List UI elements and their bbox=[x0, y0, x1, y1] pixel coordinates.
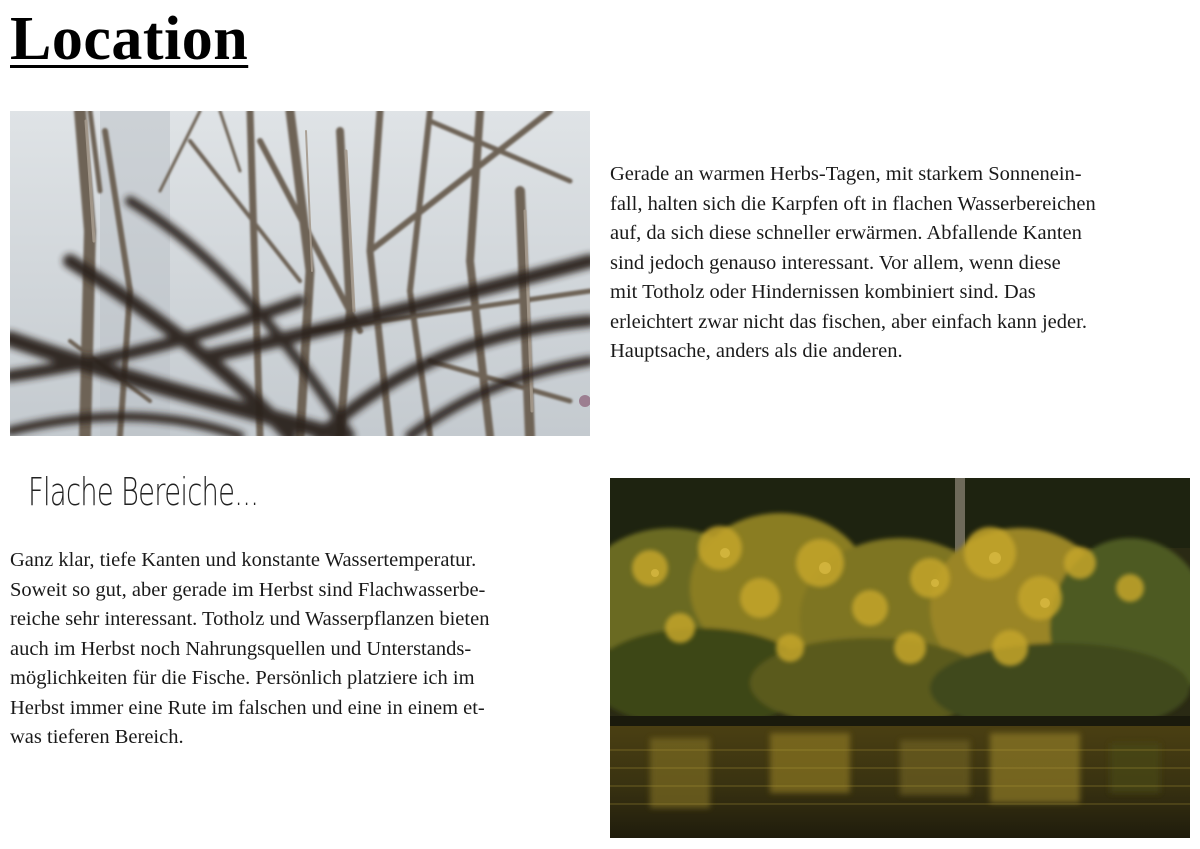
page-title: Location bbox=[10, 5, 249, 73]
autumn-shore-image bbox=[610, 478, 1190, 838]
section-heading: Flache Bereiche... bbox=[28, 470, 259, 514]
paragraph-shallow-areas: Ganz klar, tiefe Kanten und konstante Wassertemperatur. Soweit so gut, aber gerade im Herbst sind Flachwasserbe- reiche sehr interessant. Totholz und Wasserpflanzen bieten auch im Herbst noch Nahrungsquellen und Unterstands- möglichkeiten für die Fische. Persönlich platziere ich im Herbst immer eine Rute im falschen und eine in einem et- was tieferen Bereich. bbox=[10, 549, 490, 748]
paragraph-warm-days: Gerade an warmen Herbs-Tagen, mit starkem Sonnenein- fall, halten sich die Karpfen oft in flachen Wasserbereichen auf, da sich diese schneller erwärmen. Abfallende Kanten sind jedoch genauso interessant. Vor allem, wenn diese mit Totholz oder Hindernissen kombiniert sind. Das erleichtert zwar nicht das fischen, aber einfach kann jeder. Hauptsache, anders als die anderen. bbox=[610, 163, 1096, 362]
autumn-shore-photo bbox=[610, 478, 1190, 838]
dead-branches-image bbox=[10, 111, 590, 436]
dead-branches-photo bbox=[10, 111, 590, 436]
